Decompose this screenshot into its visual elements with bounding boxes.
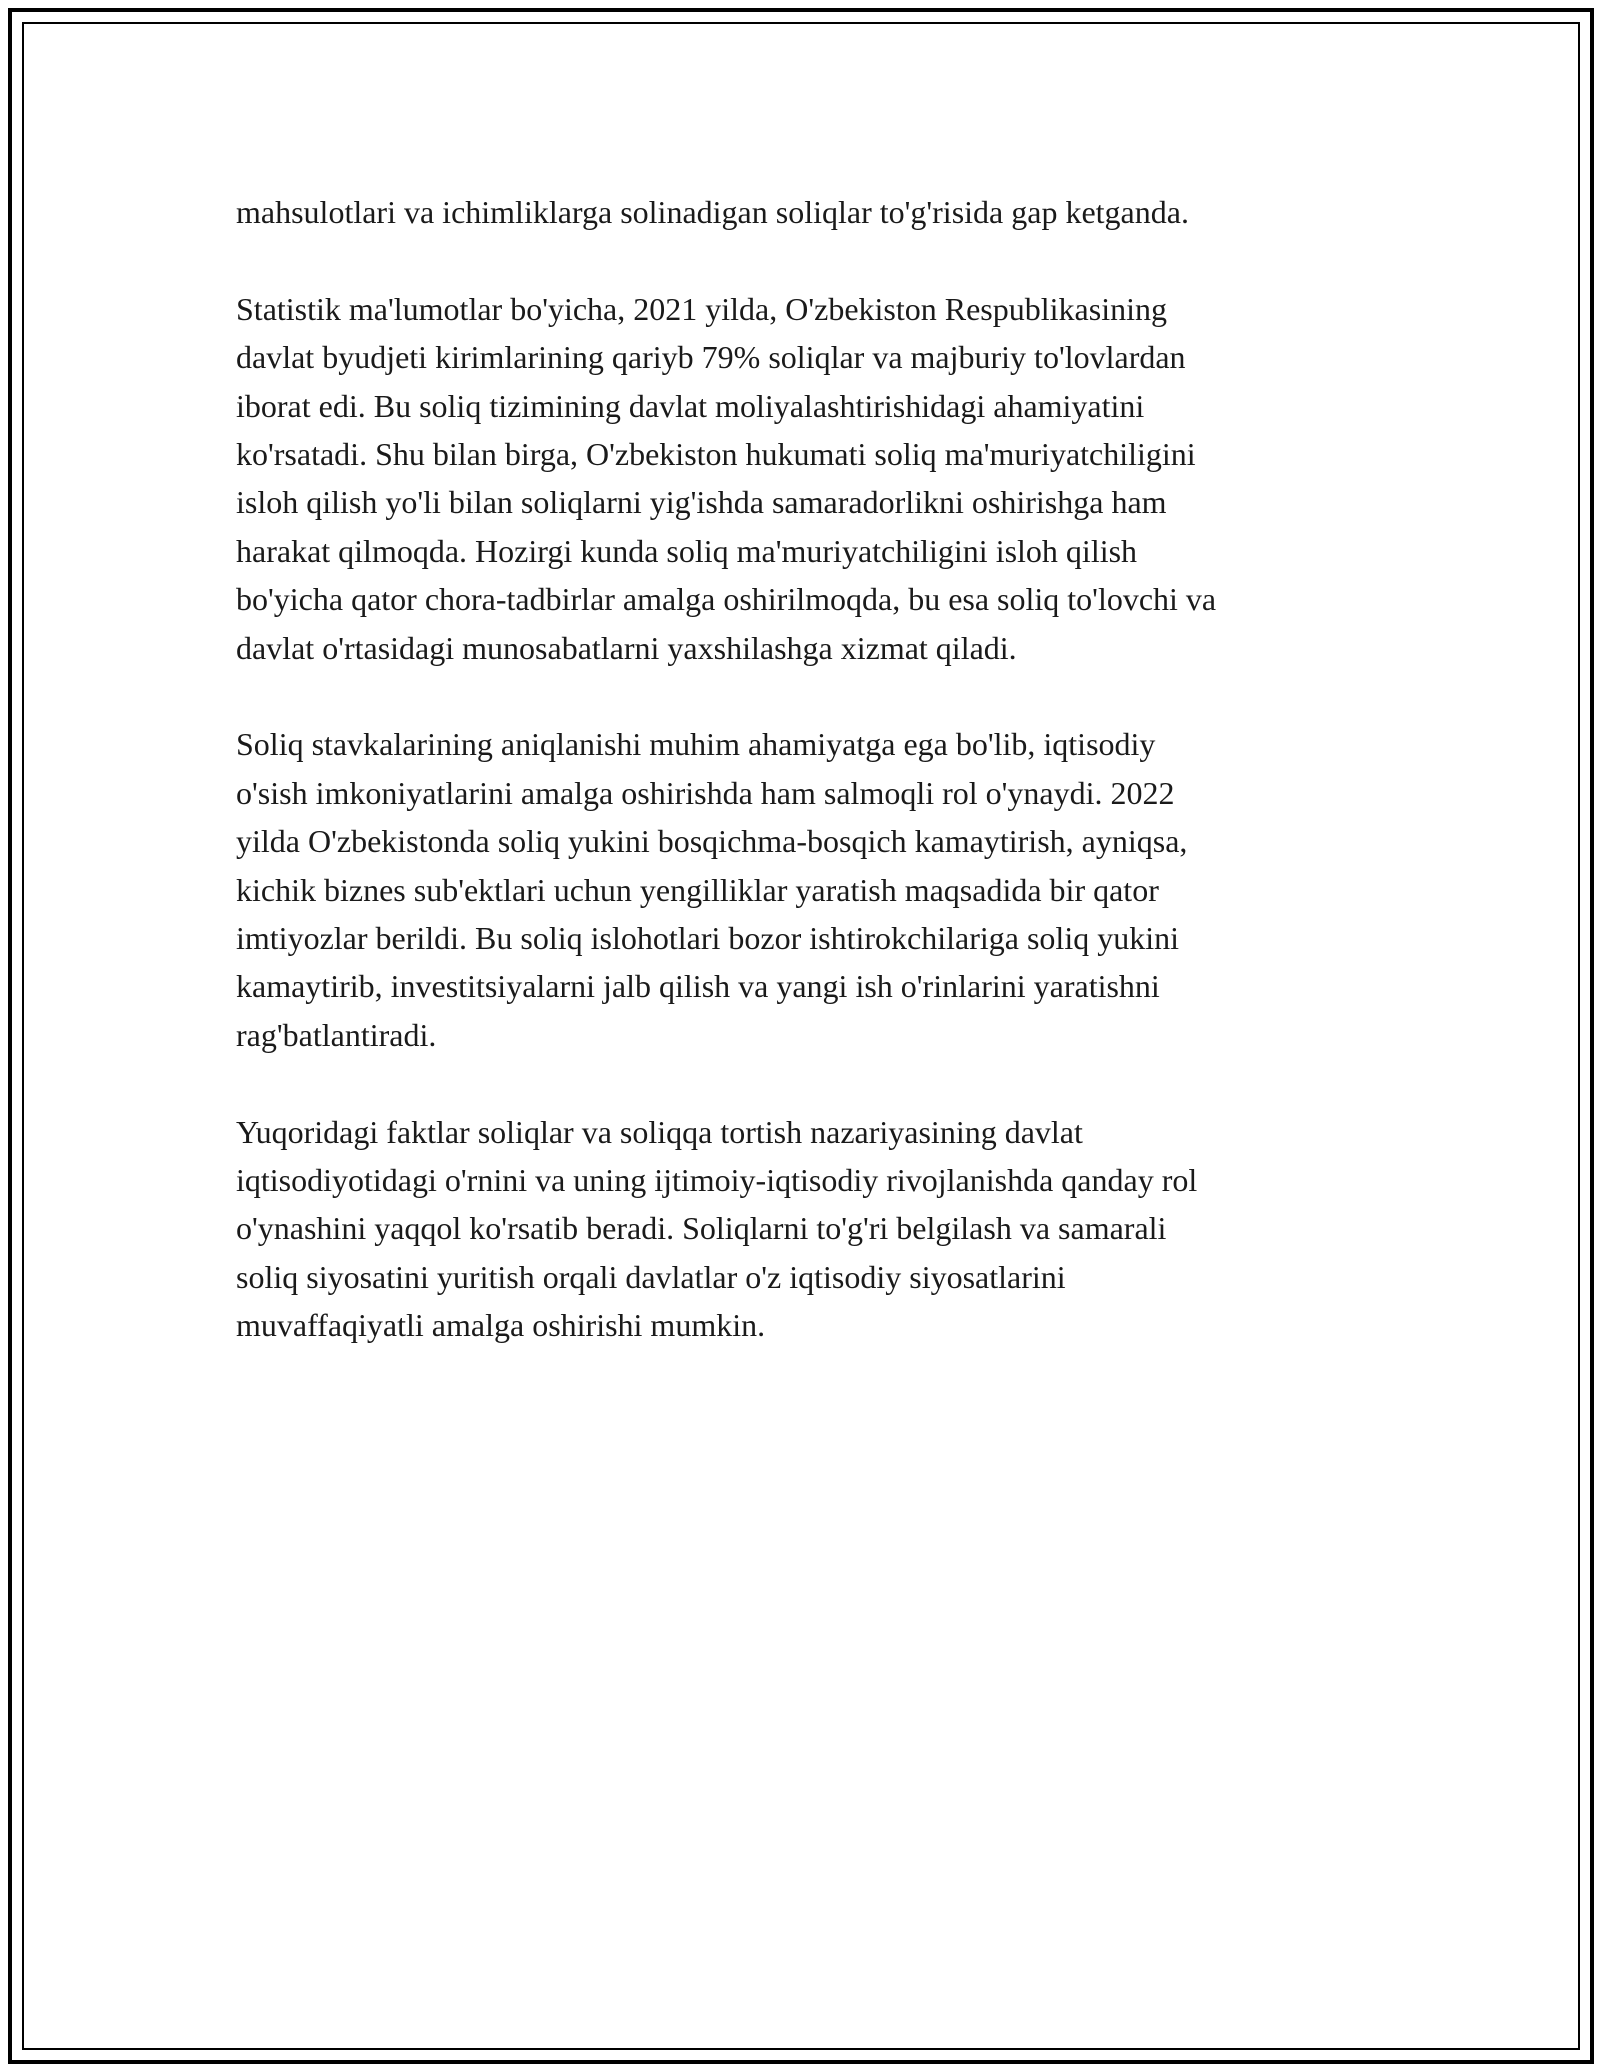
paragraph-tax-rates: Soliq stavkalarining aniqlanishi muhim ahamiyatga ega bo'lib, iqtisodiy o'sish imkoniyatlarini amalga oshirishda ham salmoqli rol o'ynaydi. 2022 yilda O'zbekistonda soliq yukini bosqichma-bosqich kamaytirish, ayniqsa, kichik biznes sub'ektlari uchun yengilliklar yaratish maqsadida bir qator imtiyozlar berildi. Bu soliq islohotlari bozor ishtirokchilariga soliq yukini kamaytirib, investitsiyalarni jalb qilish va yangi ish o'rinlarini yaratishni rag'batlantiradi. (236, 726, 1188, 1053)
document-body (236, 188, 1386, 1398)
paragraph-continuation: mahsulotlari va ichimliklarga solinadigan soliqlar to'g'risida gap ketganda. (236, 194, 1189, 230)
paragraph-conclusion: Yuqoridagi faktlar soliqlar va soliqqa tortish nazariyasining davlat iqtisodiyotidagi o'rnini va uning ijtimoiy-iqtisodiy rivojlanishda qanday rol o'ynashini yaqqol ko'rsatib beradi. Soliqlarni to'g'ri belgilash va samarali soliq siyosatini yuritish orqali davlatlar o'z iqtisodiy siyosatlarini muvaffaqiyatli amalga oshirishi mumkin. (236, 1113, 1198, 1344)
paragraph-statistics: Statistik ma'lumotlar bo'yicha, 2021 yilda, O'zbekiston Respublikasining davlat byudjeti kirimlarining qariyb 79% soliqlar va majburiy to'lovlardan iborat edi. Bu soliq tizimining davlat moliyalashtirishidagi ahamiyatini ko'rsatadi. Shu bilan birga, O'zbekiston hukumati soliq ma'muriyatchiligini isloh qilish yo'li bilan soliqlarni yig'ishda samaradorlikni oshirishga ham harakat qilmoqda. Hozirgi kunda soliq ma'muriyatchiligini isloh qilish bo'yicha qator chora-tadbirlar amalga oshirilmoqda, bu esa soliq to'lovchi va davlat o'rtasidagi munosabatlarni yaxshilashga xizmat qiladi. (236, 290, 1217, 666)
